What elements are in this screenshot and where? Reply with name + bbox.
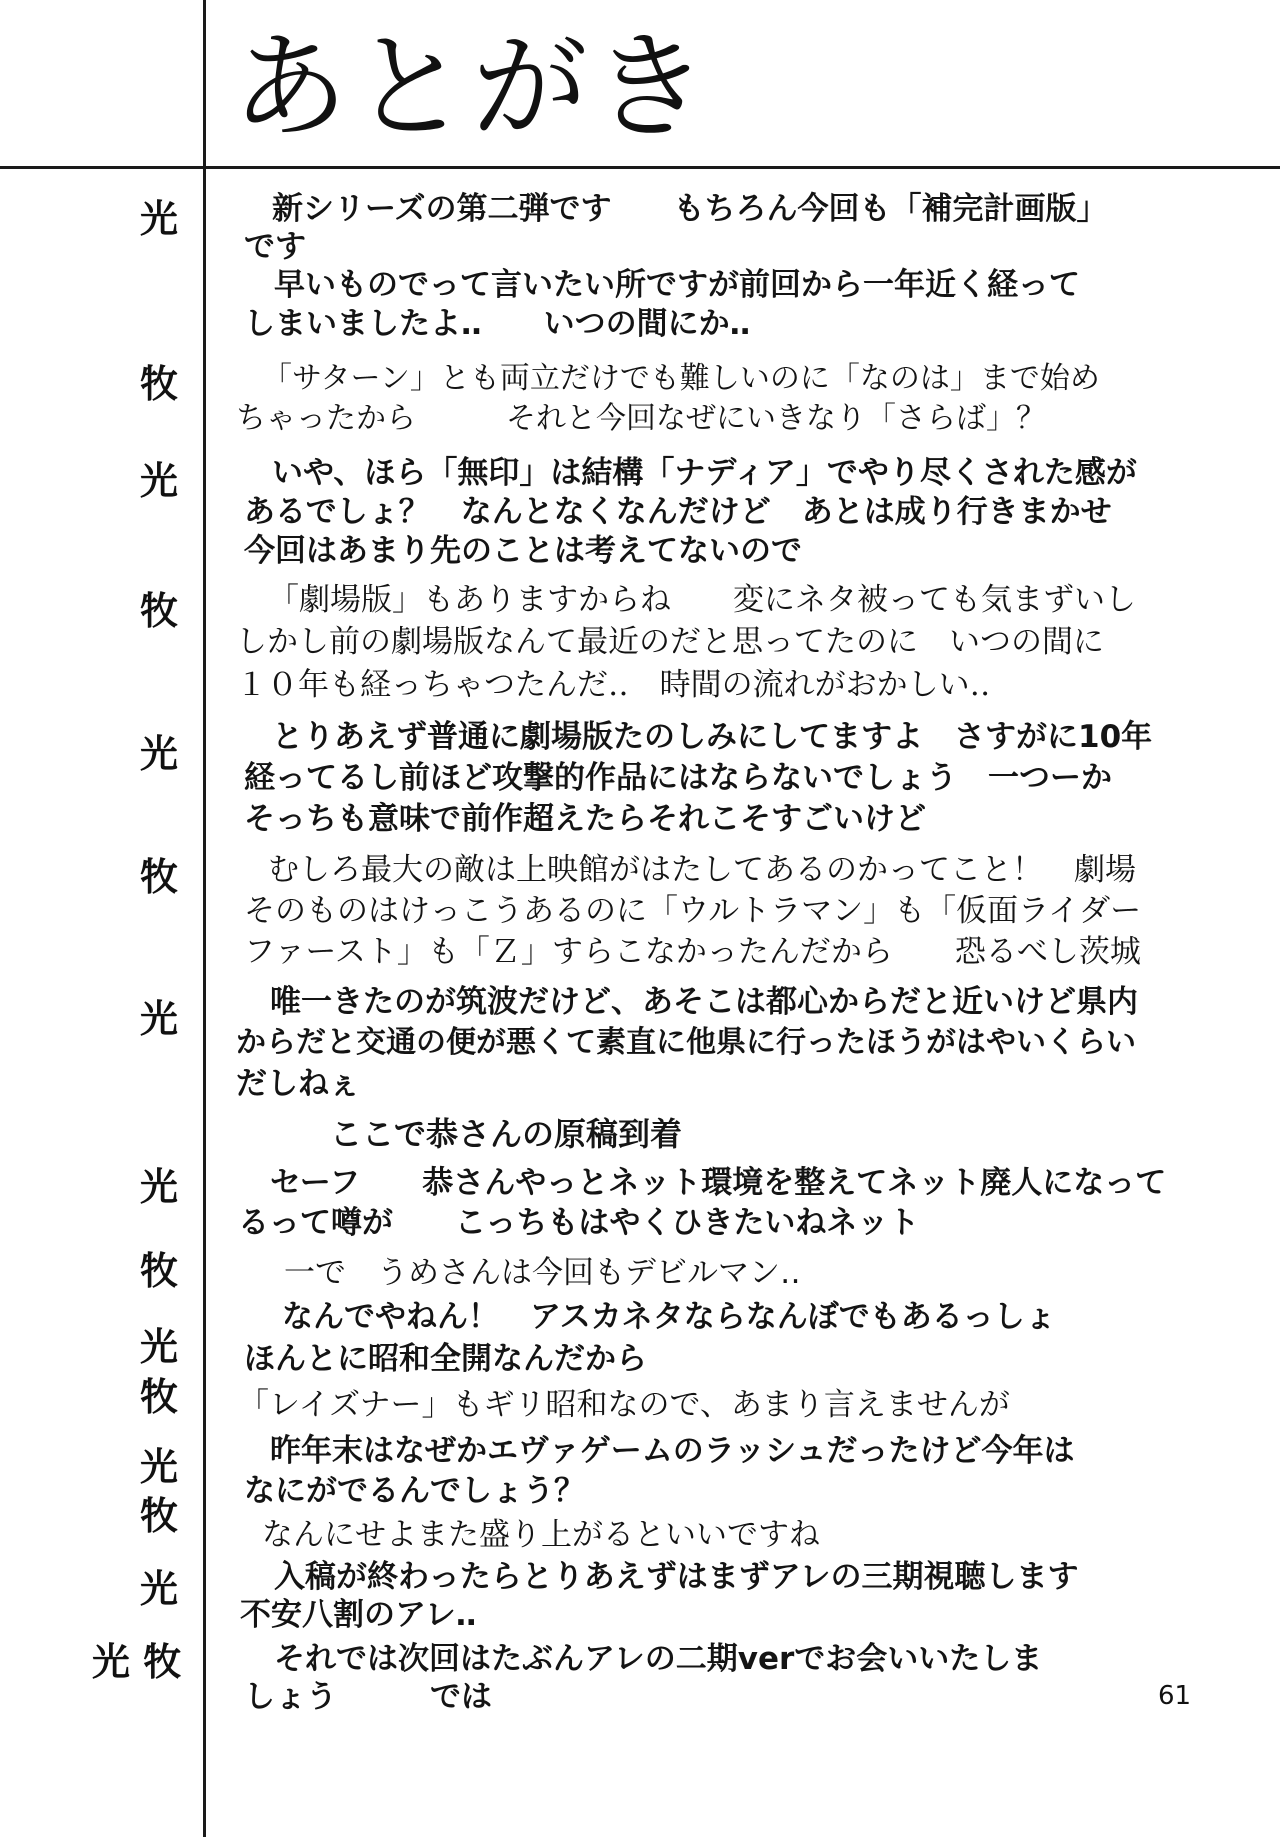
page-number: 61 [1158,1681,1192,1711]
dialogue-line: なんにせよまた盛り上がるといいですね [262,1517,820,1553]
dialogue-line: いや、ほら「無印」は結構「ナディア」でやり尽くされた感が [272,455,1137,491]
speaker-label: 光 [140,197,179,241]
page-title: あとがき [232,20,712,155]
dialogue-line: とりあえず普通に劇場版たのしみにしてますよ さすがに10年 [272,719,1153,755]
dialogue-line: るって噂が こっちもはやくひきたいねネット [238,1205,920,1241]
dialogue-line: あるでしょ？ なんとなくなんだけど あとは成り行きまかせ [244,494,1112,530]
dialogue-line: 新シリーズの第二弾です もちろん今回も「補完計画版」 [272,191,1108,227]
dialogue-line: 今回はあまり先のことは考えてないので [244,533,802,569]
dialogue-line: そのものはけっこうあるのに「ウルトラマン」も「仮面ライダー [244,893,1142,929]
dialogue-line: それでは次回はたぶんアレの二期verでお会いいたしま [274,1641,1043,1677]
speaker-label: 牧 [140,362,179,406]
dialogue-line: 唯一きたのが筑波だけど、あそこは都心からだと近いけど県内 [270,984,1138,1020]
speaker-label: 光 [140,997,179,1041]
speaker-label: 光 [140,459,179,503]
dialogue-line: 「劇場版」もありますからね 変にネタ被っても気まずいし [268,582,1136,618]
speaker-label: 光 [140,1445,179,1489]
horizontal-rule [0,166,1280,169]
dialogue-line: むしろ最大の敵は上映館がはたしてあるのかってこと！ 劇場 [268,852,1136,888]
dialogue-line: しかし前の劇場版なんて最近のだと思ってたのに いつの間に [236,624,1104,660]
dialogue-line: 不安八割のアレ‥ [240,1597,477,1633]
dialogue-line: 「サターン」とも両立だけでも難しいのに「なのは」まで始め [262,361,1100,396]
dialogue-line: からだと交通の便が悪くて素直に他県に行ったほうがはやいくらい [236,1025,1136,1060]
speaker-label: 牧 [140,855,179,899]
speaker-label: 光 [140,1165,179,1209]
dialogue-line: ちゃったから それと今回なぜにいきなり「さらば」？ [236,401,1046,436]
dialogue-line: そっちも意味で前作超えたらそれこそすごいけど [244,801,926,837]
dialogue-line: １０年も経っちゃつたんだ‥ 時間の流れがおかしい‥ [236,667,991,703]
dialogue-line: 早いものでって言いたい所ですが前回から一年近く経って [274,267,1080,303]
dialogue-line: 一で うめさんは今回もデビルマン‥ [284,1255,801,1291]
dialogue-line: セーフ 恭さんやっとネット環境を整えてネット廃人になって [270,1165,1167,1201]
dialogue-line: ファースト」も「Ｚ」すらこなかったんだから 恐るべし茨城 [244,934,1141,970]
dialogue-line: なにがでるんでしょう？ [244,1473,585,1509]
speaker-label: 光 [140,732,179,776]
interjection-note: ここで恭さんの原稿到着 [330,1115,683,1153]
dialogue-line: なんでやねん！ アスカネタならなんぼでもあるっしょ [282,1299,1056,1335]
speaker-label: 牧 [140,1494,179,1538]
dialogue-line: 入稿が終わったらとりあえずはまずアレの三期視聴します [274,1559,1079,1595]
dialogue-line: です [244,229,306,265]
dialogue-line: しまいましたよ‥ いつの間にか‥ [244,306,751,342]
speaker-label: 牧 [140,589,179,633]
dialogue-line: 「レイズナー」もギリ昭和なので、あまり言えませんが [238,1387,1010,1423]
speaker-label: 光 [140,1325,179,1369]
speaker-label: 光 牧 [92,1640,182,1684]
speaker-label: 牧 [140,1249,179,1293]
dialogue-line: しょう では [244,1679,492,1715]
speaker-label: 牧 [140,1375,179,1419]
vertical-rule [203,0,206,1837]
dialogue-line: ほんとに昭和全開なんだから [244,1341,647,1377]
speaker-label: 光 [140,1567,179,1611]
dialogue-line: だしねぇ [236,1066,360,1102]
dialogue-line: 昨年末はなぜかエヴァゲームのラッシュだったけど今年は [270,1433,1075,1469]
dialogue-line: 経ってるし前ほど攻撃的作品にはならないでしょう 一つーか [244,760,1112,796]
